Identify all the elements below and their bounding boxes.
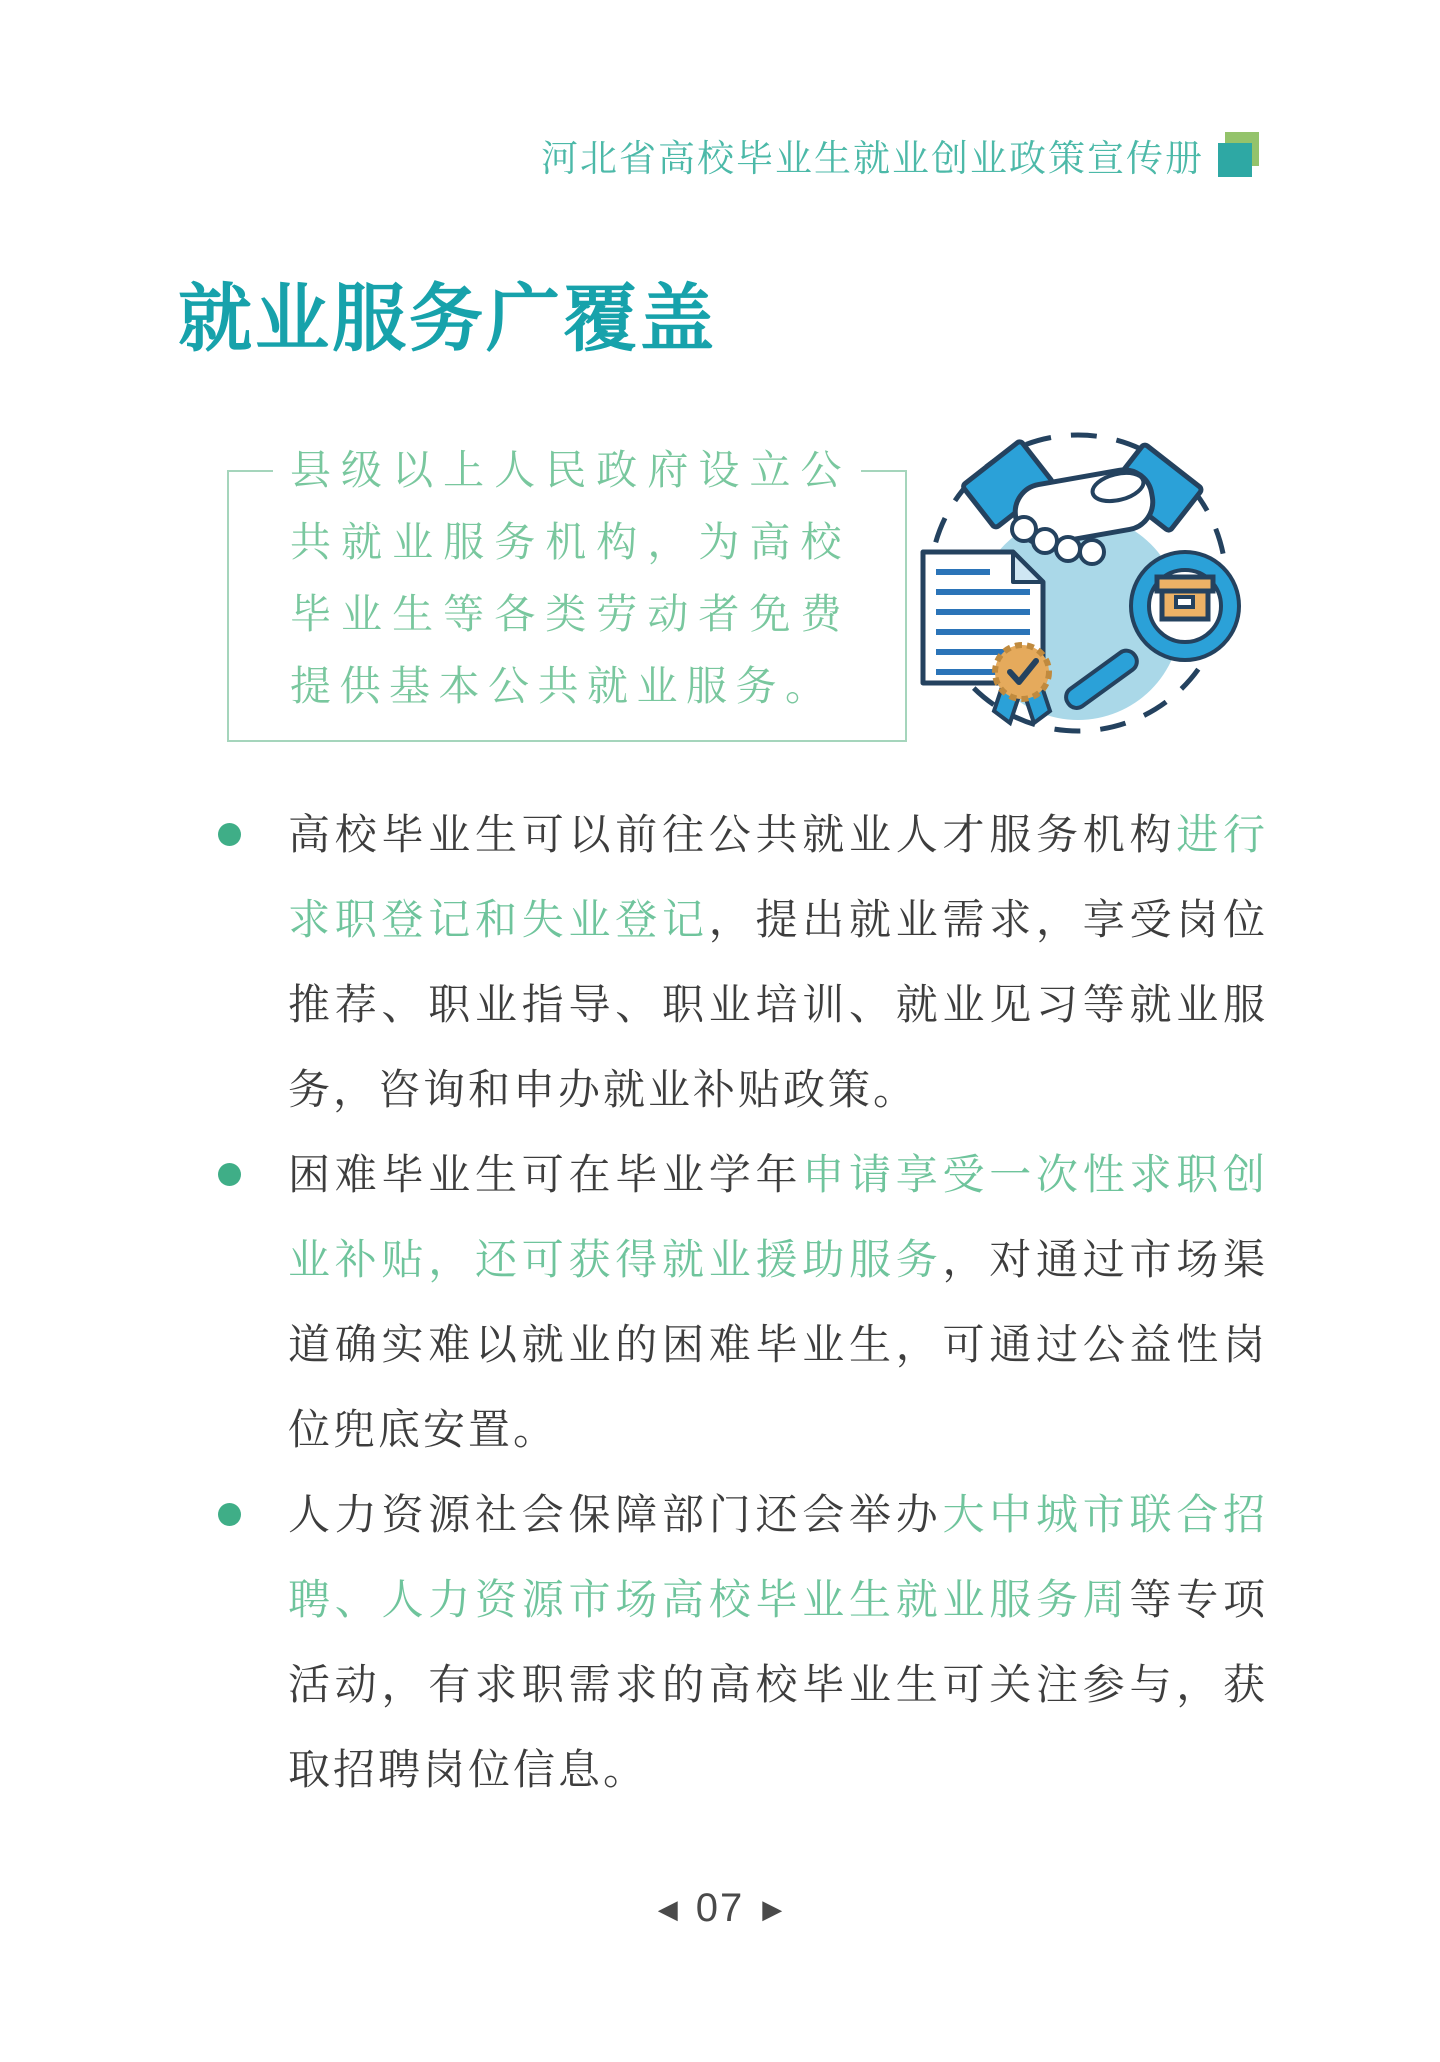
next-page-icon[interactable]: ▶	[762, 1893, 783, 1924]
section-title: 就业服务广覆盖	[178, 277, 717, 360]
bullet-text-segment: ，对通过市场渠道确实难以就业的困难毕业生，可通过公益性岗位兜底安置。	[288, 1236, 1268, 1453]
bullet-text-highlight: 进行求职登记和失业登记	[288, 811, 1268, 943]
box-icon	[1157, 577, 1213, 619]
bullet-text-segment: 困难毕业生可在毕业学年	[288, 1151, 803, 1198]
prev-page-icon[interactable]: ◀	[657, 1893, 678, 1924]
bullet-dot-icon	[218, 1163, 241, 1186]
page-footer	[0, 1886, 1440, 1931]
bullet-dot-icon	[218, 823, 241, 846]
page-header	[541, 128, 1260, 182]
illustration-svg	[890, 425, 1270, 755]
bullet-text-segment: 人力资源社会保障部门还会举办	[288, 1491, 943, 1538]
quote-box	[227, 434, 907, 742]
award-rosette-icon	[994, 645, 1050, 723]
policy-bullet-list	[218, 792, 1268, 1812]
bullet-item	[218, 1132, 1268, 1472]
quote-text: 县级以上人民政府设立公共就业服务机构，为高校毕业生等各类劳动者免费提供基本公共就业服务。	[290, 447, 850, 709]
bullet-dot-icon	[218, 1503, 241, 1526]
bullet-item	[218, 792, 1268, 1132]
handshake-icon	[962, 440, 1203, 564]
bullet-text-segment: ，提出就业需求，享受岗位推荐、职业指导、职业培训、就业见习等就业服务，咨询和申办就业补贴政策。	[288, 896, 1268, 1113]
page-number: 07	[695, 1886, 745, 1930]
bullet-item	[218, 1472, 1268, 1812]
bullet-text-segment: 等专项活动，有求职需求的高校毕业生可关注参与，获取招聘岗位信息。	[288, 1576, 1268, 1793]
bullet-text-segment: 高校毕业生可以前往公共就业人才服务机构	[288, 811, 1177, 858]
employment-services-illustration	[890, 425, 1270, 755]
brochure-title: 河北省高校毕业生就业创业政策宣传册	[541, 138, 1204, 179]
bullet-text-highlight: 申请享受一次性求职创业补贴，还可获得就业援助服务	[288, 1151, 1268, 1283]
overlapping-squares-icon	[1218, 132, 1260, 178]
bullet-text-highlight: 大中城市联合招聘、人力资源市场高校毕业生就业服务周	[288, 1491, 1268, 1623]
front-square	[1218, 143, 1252, 177]
